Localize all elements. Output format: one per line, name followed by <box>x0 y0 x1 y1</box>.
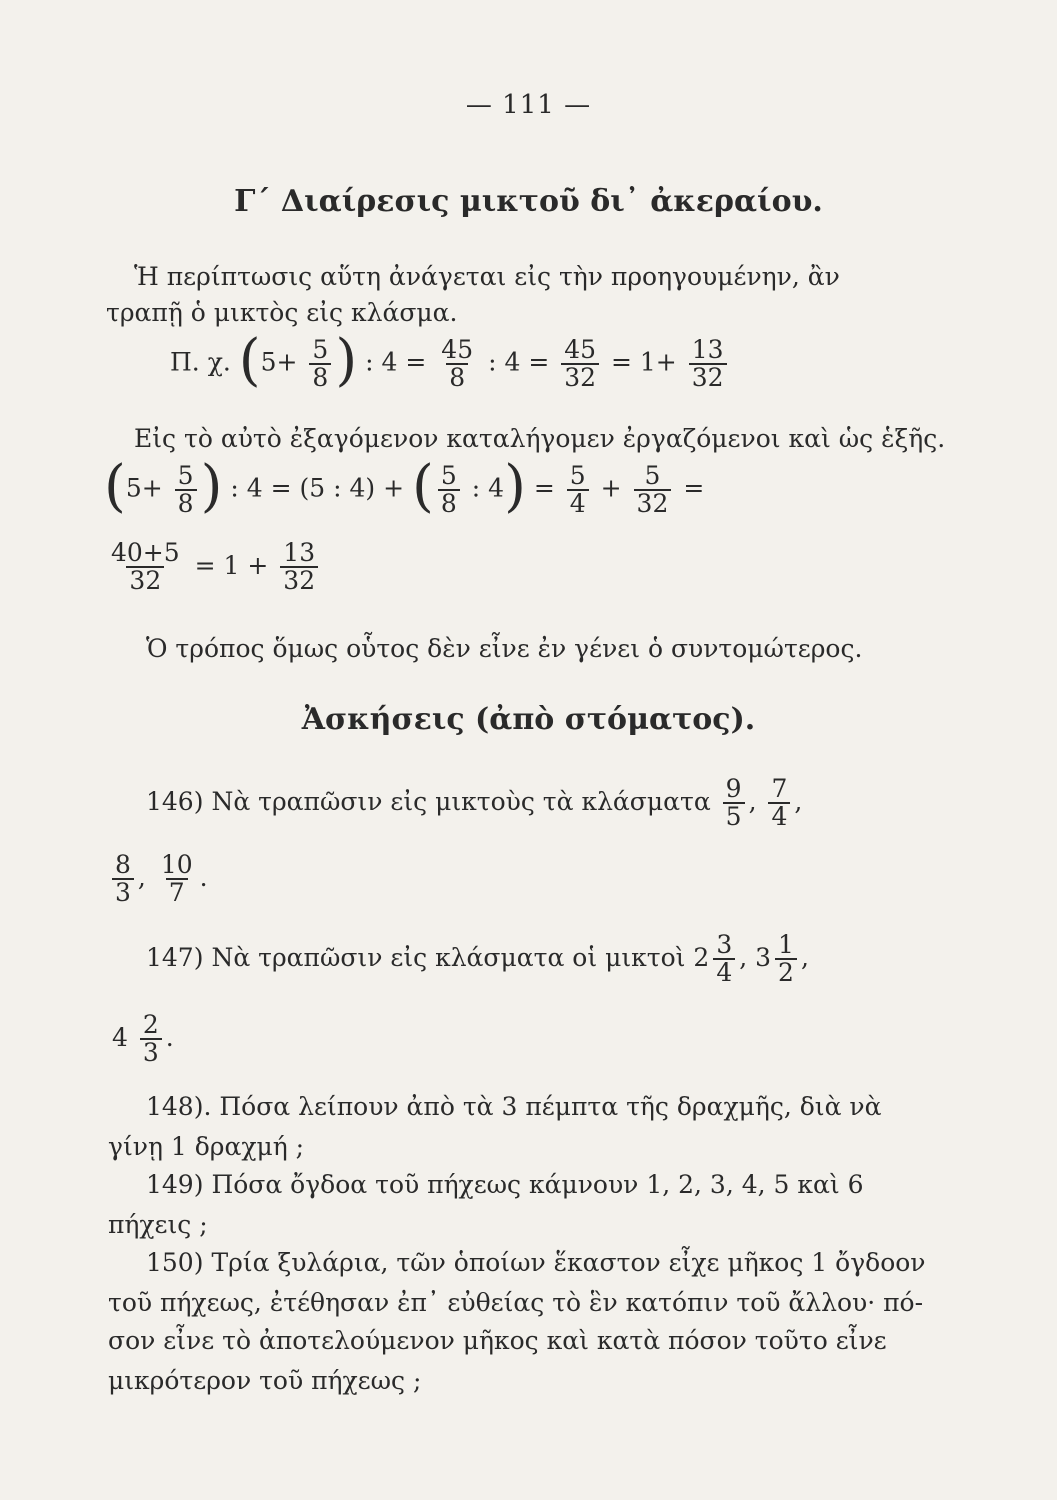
exercise-149-cont: πήχεις ; <box>108 1210 208 1239</box>
fraction: $\frac{5}{32}$ <box>634 463 672 518</box>
intro-line-1: Ἡ περίπτωσις αὕτη ἀνάγεται εἰς τὴν προηγουμένην, ἂν <box>134 262 840 291</box>
fraction: $\frac{3}{4}$ <box>713 932 735 987</box>
exercise-147-cont: 4 $\frac{2}{3}$ . <box>112 1010 174 1068</box>
fraction: $\frac{40+5}{32}$ <box>111 538 180 596</box>
intro-line-2: τραπῇ ὁ μικτὸς εἰς κλάσμα. <box>106 298 458 327</box>
fraction: $\frac{8}{3}$ <box>112 852 134 907</box>
fraction: $\frac{1}{2}$ <box>775 932 797 987</box>
exercise-148: 148). Πόσα λείπουν ἀπὸ τὰ 3 πέμπτα τῆς δραχμῆς, διὰ νὰ <box>146 1092 882 1121</box>
exercise-150-line-2: τοῦ πήχεως, ἐτέθησαν ἐπ᾽ εὐθείας τὸ ἓν κατόπιν τοῦ ἄλλου· πό- <box>108 1288 924 1317</box>
fraction: $\frac{13}{32}$ <box>280 540 318 595</box>
exercise-148-cont: γίνῃ 1 δραχμή ; <box>108 1132 305 1161</box>
conclusion-line: Ὁ τρόπος ὅμως οὗτος δὲν εἶνε ἐν γένει ὁ συντομώτερος. <box>146 634 863 663</box>
example-equation-1: Π. χ. (5+ $\frac{5}{8}$ ) : 4 = $\frac{45}{8}$ : 4 = $\frac{45}{32}$ = 1+ $\frac{13}{32}$ <box>170 336 731 392</box>
example-equation-2-cont: $\frac{40+5}{32}$ = 1 + $\frac{13}{32}$ <box>104 540 322 595</box>
fraction: $\frac{13}{32}$ <box>689 337 727 392</box>
fraction: $\frac{5}{8}$ <box>175 463 197 518</box>
fraction: $\frac{2}{3}$ <box>140 1012 162 1067</box>
fraction: $\frac{10}{7}$ <box>160 850 193 908</box>
page-number: — 111 — <box>465 90 592 120</box>
example-equation-2: (5+ $\frac{5}{8}$ ) : 4 = (5 : 4) + ( $\frac{5}{8}$ : 4) = $\frac{5}{4}$ + $\frac{5}{32}$ = <box>104 454 705 519</box>
exercise-150-line-3: σον εἶνε τὸ ἀποτελούμενον μῆκος καὶ κατὰ πόσον τοῦτο εἶνε <box>108 1326 887 1355</box>
exercise-150: 150) Τρία ξυλάρια, τῶν ὁποίων ἕκαστον εἶχε μῆκος 1 ὄγδοον <box>146 1248 926 1277</box>
fraction: $\frac{45}{8}$ <box>441 334 474 392</box>
fraction: $\frac{5}{8}$ <box>438 463 460 518</box>
exercises-heading: Ἀσκήσεις (ἀπὸ στόματος). <box>301 702 756 737</box>
fraction: $\frac{7}{4}$ <box>768 776 790 831</box>
exercise-150-line-4: μικρότερον τοῦ πήχεως ; <box>108 1366 422 1395</box>
section-heading: Γ΄ Διαίρεσις μικτοῦ δι᾽ ἀκεραίου. <box>234 184 823 219</box>
exercise-146-cont: $\frac{8}{3}$ , $\frac{10}{7}$ . <box>108 852 208 907</box>
fraction: $\frac{9}{5}$ <box>723 776 745 831</box>
fraction: $\frac{45}{32}$ <box>561 337 599 392</box>
exercise-149: 149) Πόσα ὄγδοα τοῦ πήχεως κάμνουν 1, 2, 3, 4, 5 καὶ 6 <box>146 1170 864 1199</box>
example-prefix: Π. χ. <box>170 347 231 377</box>
note-line: Εἰς τὸ αὐτὸ ἐξαγόμενον καταλήγομεν ἐργαζόμενοι καὶ ὡς ἑξῆς. <box>134 424 946 453</box>
exercise-146: 146) Νὰ τραπῶσιν εἰς μικτοὺς τὰ κλάσματα $\frac{9}{5}$ , $\frac{7}{4}$ , <box>146 774 803 832</box>
exercise-147: 147) Νὰ τραπῶσιν εἰς κλάσματα οἱ μικτοὶ 2 $\frac{3}{4}$ , 3 $\frac{1}{2}$ , <box>146 930 809 988</box>
fraction: $\frac{5}{4}$ <box>567 463 589 518</box>
fraction: $\frac{5}{8}$ <box>309 337 331 392</box>
